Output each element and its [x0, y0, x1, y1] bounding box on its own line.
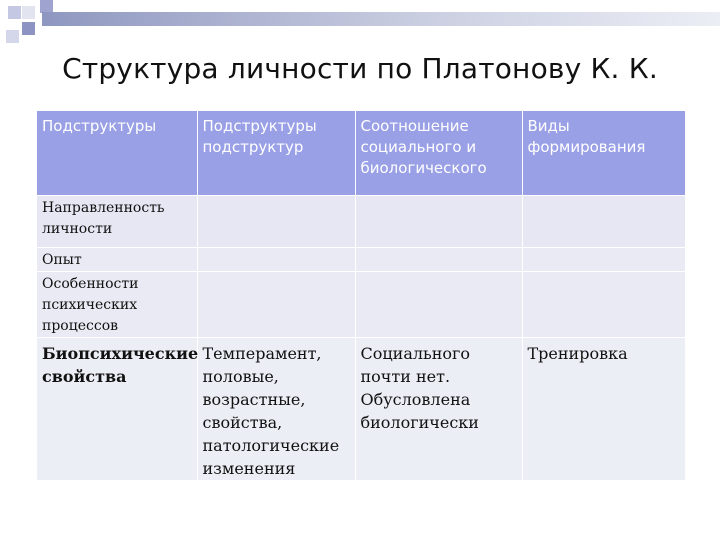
header-gradient-bar [42, 12, 720, 26]
table-cell: Социального почти нет. Обусловлена биологически [355, 338, 522, 481]
header-sub-substructures: Подструктуры подструктур [197, 111, 355, 196]
table-cell [522, 272, 685, 338]
table-cell [355, 248, 522, 272]
table-cell [522, 248, 685, 272]
deco-square [6, 30, 19, 43]
header-social-biological: Соотношение социального и биологического [355, 111, 522, 196]
slide-title: Структура личности по Платонову К. К. [62, 52, 658, 85]
header-substructures: Подструктуры [37, 111, 197, 196]
deco-square [22, 22, 35, 35]
table-header-row [37, 111, 685, 196]
table-cell: Темперамент, половые, возрастные, свойства, патологические изменения [197, 338, 355, 481]
table-cell [197, 248, 355, 272]
table-row [37, 196, 685, 248]
table-cell: Направленность личности [37, 196, 197, 248]
table-cell [197, 272, 355, 338]
structure-table [37, 111, 686, 480]
deco-square [8, 6, 21, 19]
header-formation-types: Виды формирования [522, 111, 685, 196]
table-cell [197, 196, 355, 248]
table-row [37, 248, 685, 272]
table-row [37, 272, 685, 338]
table-cell: Тренировка [522, 338, 685, 481]
table-cell: Особенности психических процессов [37, 272, 197, 338]
table-cell [355, 196, 522, 248]
table-cell [522, 196, 685, 248]
table-row [37, 338, 685, 481]
table-cell: Биопсихические свойства [37, 338, 197, 481]
table-cell: Опыт [37, 248, 197, 272]
table-cell [355, 272, 522, 338]
deco-square [22, 6, 35, 19]
